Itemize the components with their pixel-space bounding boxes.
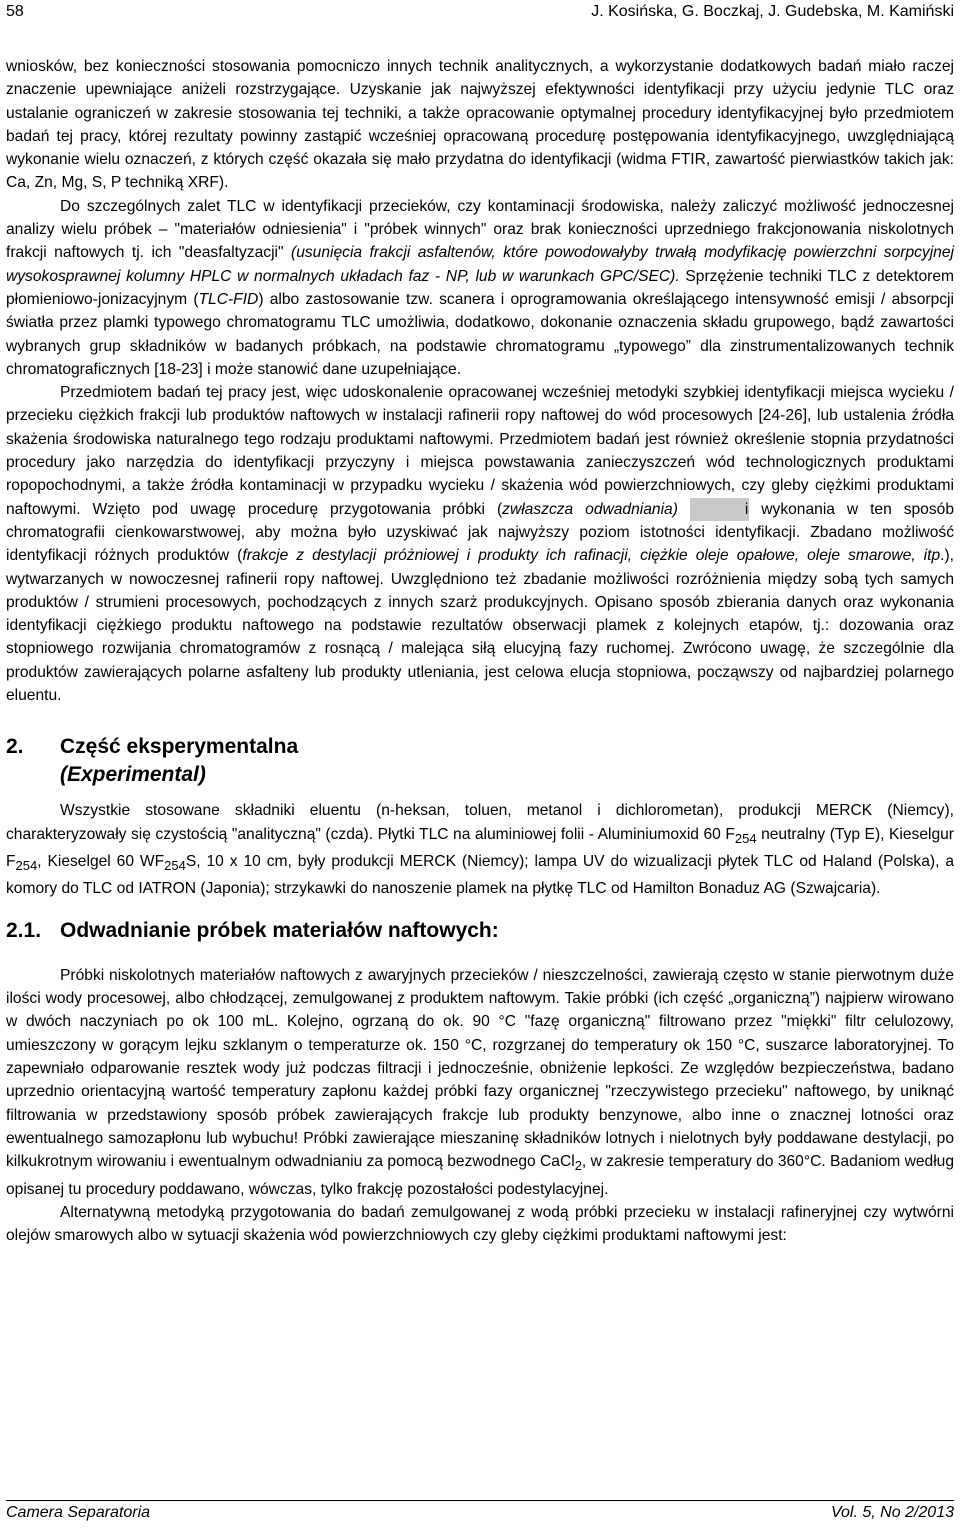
- italic-span: zwłaszcza odwadniania): [502, 500, 678, 518]
- section-heading-2: [6, 733, 954, 789]
- text-span: Sprzężenie techniki TLC z detektorem płomieniowo-jonizacyjnym (: [6, 267, 954, 308]
- text-span: wykonania w ten sposób chromatografii cienkowarstwowej, aby można było uzyskiwać jak najwyższy poziom istotności identyfikacji. Zbadano możliwość identyfikacji różnych produktów (: [6, 500, 955, 565]
- text-span: ) albo zastosowanie tzw. scanera i oprogramowania określającego intensywność emisji / absorpcji światła przez plamki typowego chromatogramu TLC umożliwia, dodatkowo, dokonanie oznaczenia składu grupowego, bądź zawartości wybranych grup składników w badanych próbkach, na podstawie chromatogramu „typowego” dla zinstrumentalizowanych technik chromatograficznych [18-23] i może stanowić dane uzupełniające.: [6, 290, 954, 378]
- italic-span: TLC-FID: [198, 290, 259, 308]
- running-head-authors: J. Kosińska, G. Boczkaj, J. Gudebska, M. Kamiński: [591, 3, 954, 20]
- subscript: 254: [734, 830, 757, 846]
- paragraph-materials: [6, 799, 954, 900]
- article-body: [6, 55, 954, 1247]
- section-subtitle: (Experimental): [60, 763, 206, 787]
- section-number: 2.: [6, 735, 24, 759]
- text-span: S, 10 x 10 cm, były produkcji MERCK (Niemcy); lampa UV do wizualizacji płytek TLC od Haland (Polska), a komory do TLC od IATRON (Japonia); strzykawki do nanoszenie plamek na płytkę TLC od Hamilton Bonaduz AG (Szwajcaria).: [6, 853, 954, 898]
- section-title: [60, 733, 298, 789]
- journal-volume: Vol. 5, No 2/2013: [830, 1504, 954, 1521]
- section-title: Odwadnianie próbek materiałów naftowych:: [60, 918, 499, 942]
- paragraph-tlc-advantages: [6, 195, 954, 381]
- paragraph-dewatering: [6, 964, 954, 1201]
- text-span: , w zakresie temperatury do 360°C. Badaniom według opisanej tu procedury poddawano, wówczas, tylko frakcję pozostałości podestylacyjnej.: [6, 1153, 954, 1198]
- text-span: , Kieselgel 60 WF: [37, 853, 165, 871]
- subscript: 254: [15, 858, 38, 874]
- highlight-mark: i: [690, 498, 749, 521]
- text-span: Próbki niskolotnych materiałów naftowych z awaryjnych przecieków / nieszczelności, zawierają często w stanie pierwotnym duże ilości wody procesowej, albo chłodzącej, zemulgowanej z produktem naftowym. Takie próbki (ich część „organiczną”) najpierw wirowano w dwóch naczyniach po ok 100 mL. Kolejno, ogrzaną do ok. 90 °C "fazę organiczną" filtrowano przez "miękki" filtr celulozowy, umieszczony w gorącym lejku szklanym o temperaturze ok. 150 °C, rozgrzanej do temperatury ok 150 °C, suszarce laboratoryjnej. To zapewniało odparowanie resztek wody już podczas filtracji i jednocześnie, obniżenie lepkości. Ze względów bezpieczeństwa, badano uprzednio orientacyjną wartość temperatury zapłonu każdej próbki fazy organicznej "rzeczywistego przecieku" naftowego, by uniknąć filtrowania w przedstawiony sposób próbek zawierających frakcje lub produkty benzynowe, albo inne o znacznej lotności oraz ewentualnego samozapłonu lub wybuchu! Próbki zawierające mieszaninę składników lotnych i nielotnych były poddawane destylacji, po kilkukrotnym wirowaniu i ewentualnym odwadnianiu za pomocą bezwodnego CaCl: [6, 966, 954, 1171]
- subscript: 2: [574, 1158, 582, 1174]
- section-heading-2-1: [6, 917, 954, 945]
- paragraph-aim: [6, 381, 954, 707]
- text-span: neutralny (Typ E), Kieselgur F: [6, 825, 954, 871]
- paragraph-alternative: Alternatywną metodyką przygotowania do badań zemulgowanej z wodą próbki przecieku w instalacji rafineryjnej czy wytwórni olejów smarowych albo w sytuacji skażenia wód powierzchniowych czy gleby ciężkimi produktami naftowymi jest:: [6, 1203, 954, 1245]
- text-span: Do szczególnych zalet TLC w identyfikacji przecieków, czy kontaminacji środowiska, należy zaliczyć możliwość jednoczesnej analizy wielu próbek – "materiałów odniesienia" i "próbek winnych" oraz brak konieczności uprzedniego frakcjonowania niskolotnych frakcji naftowych tj. ich "deasfaltyzacji": [6, 197, 954, 262]
- page-footer: [6, 1504, 954, 1526]
- section-title-text: Część eksperymentalna: [60, 735, 299, 759]
- subscript: 254: [164, 858, 186, 874]
- text-span: .), wytwarzanych w nowoczesnej rafinerii ropy naftowej. Uwzględniono też zbadanie możliwości rozróżnienia między sobą tych samych produktów / strumieni procesowych, pochodzących z innych szarż produkcyjnych. Opisano sposób zbierania danych oraz wykonania identyfikacji ciężkiego produktu naftowego na podstawie rezultatów obserwacji plamek z kolejnych etapów, tj.: dozowania oraz stopniowego rozwijania chromatogramów z rosnącą / malejąca siłą elucyjną fazy ruchomej. Zwrócono uwagę, że szczególnie dla produktów zawierających polarne asfalteny lub produkty utleniania, jest celowa elucja stopniowa, począwszy od najbardziej polarnego eluentu.: [6, 547, 954, 705]
- section-number: 2.1.: [6, 918, 42, 942]
- footer-rule: [6, 1500, 954, 1501]
- page-number: 58: [6, 3, 24, 20]
- page-header: [6, 3, 954, 25]
- paragraph-continuation: wniosków, bez konieczności stosowania pomocniczo innych technik analitycznych, a wykorzystanie dodatkowych badań miało raczej znaczenie upewniające aniżeli rozstrzygające. Uzyskanie jak najwyższej efektywności identyfikacji przy użyciu jedynie TLC oraz ustalanie ograniczeń w zakresie stosowania tej techniki, a także opracowanie optymalnej procedury identyfikacyjnej było przedmiotem badań tej pracy, której rezultaty powinny zastąpić wcześniej opracowaną procedurę postępowania identyfikacyjnego, uwzględniającą wykonanie wielu oznaczeń, z których część okazała się mało przydatna do identyfikacji (widma FTIR, zawartość pierwiastków takich jak: Ca, Zn, Mg, S, P techniką XRF).: [6, 58, 954, 192]
- journal-name: Camera Separatoria: [6, 1504, 151, 1521]
- text-span: Wszystkie stosowane składniki eluentu (n-heksan, toluen, metanol i dichlorometan), produkcji MERCK (Niemcy), charakteryzowały się czystością "analityczną" (czda). Płytki TLC na aluminiowej folii - Aluminiumoxid 60 F: [6, 802, 954, 843]
- italic-span: (usunięcia frakcji asfaltenów, które powodowałyby trwałą modyfikację powierzchni sorpcyjnej wysokosprawnej kolumny HPLC w normalnych układach faz - NP, lub w warunkach GPC/SEC).: [6, 244, 954, 285]
- italic-span: frakcje z destylacji próżniowej i produkty ich rafinacji, ciężkie oleje opałowe, oleje smarowe, itp: [242, 547, 941, 565]
- text-span: Przedmiotem badań tej pracy jest, więc udoskonalenie opracowanej wcześniej metodyki szybkiej identyfikacji miejsca wycieku / przecieku ciężkich frakcji lub produktów naftowych w instalacji rafinerii ropy naftowej do wód procesowych [24-26], lub ustalenia źródła skażenia środowiska naturalnego tego rodzaju produktami naftowymi. Przedmiotem badań jest również określenie stopnia przydatności procedury jako narzędzia do identyfikacji przyczyny i miejsca powstawania zanieczyszczeń wód technologicznych produktami ropopochodnymi, a także źródła kontaminacji w przypadku wycieku / skażenia wód powierzchniowych, czy gleby ciężkimi produktami naftowymi. Wzięto pod uwagę procedurę przygotowania próbki (: [6, 384, 954, 518]
